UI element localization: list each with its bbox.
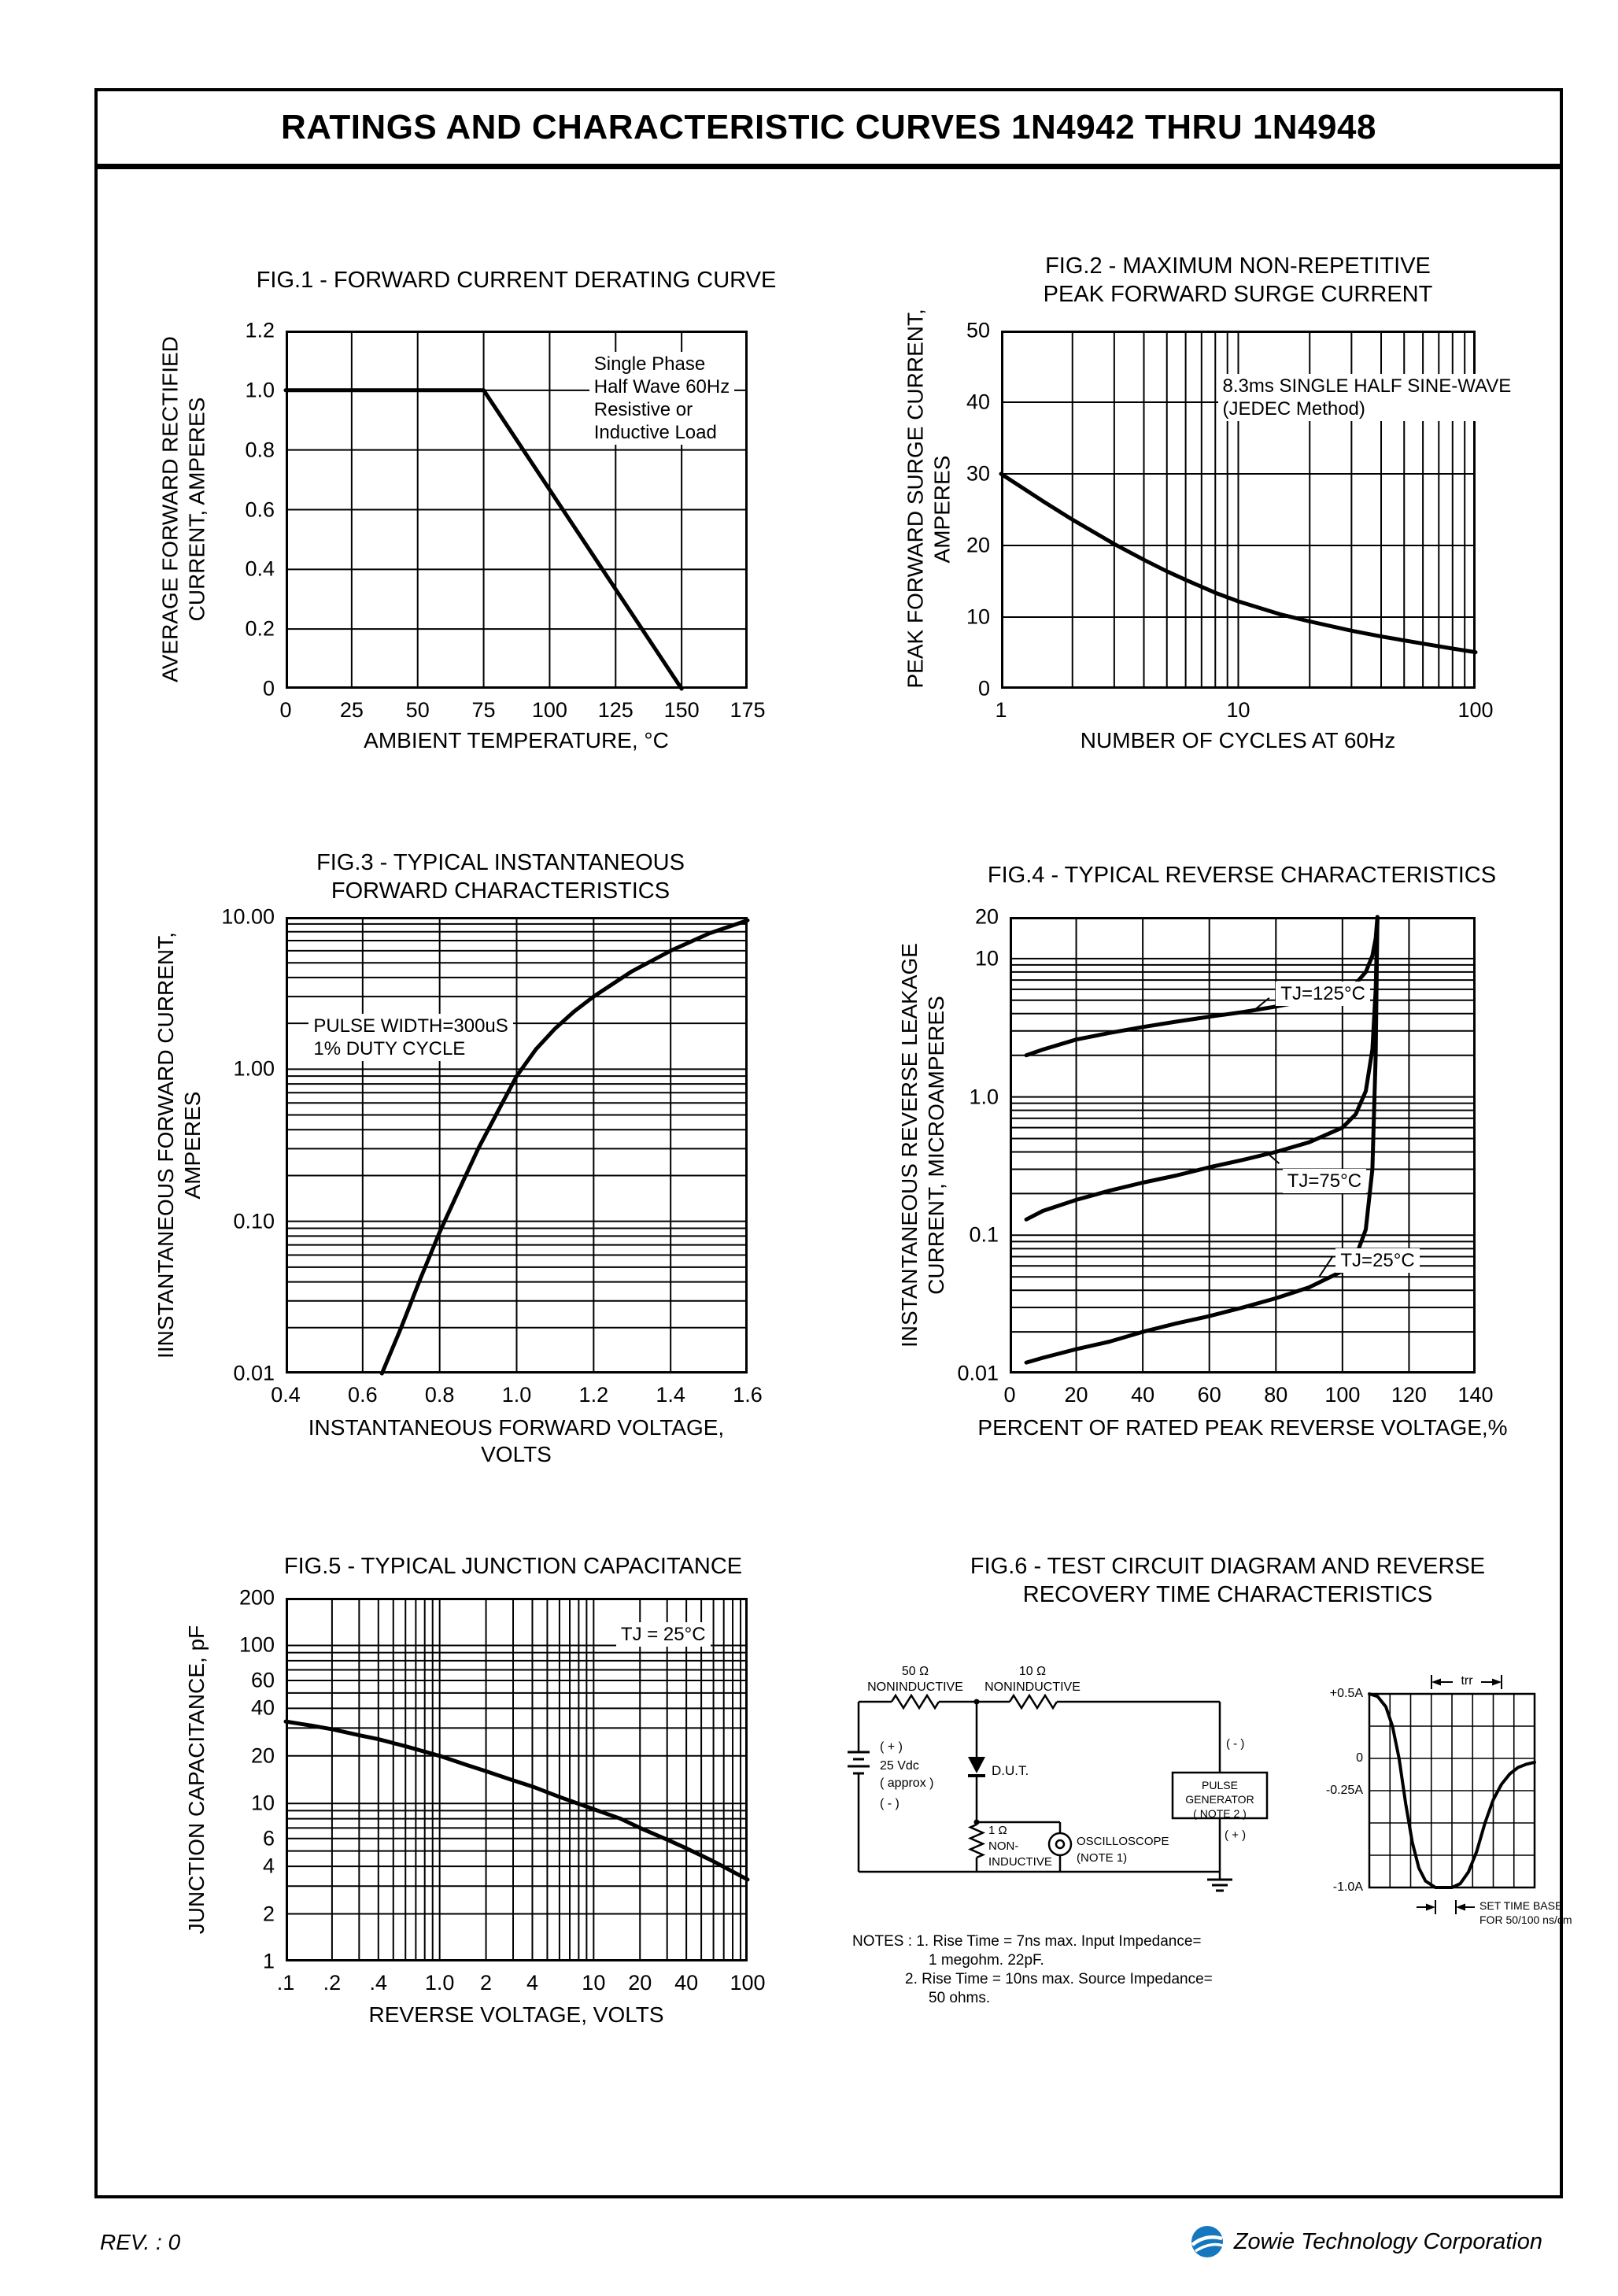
fig5-title: FIG.5 - TYPICAL JUNCTION CAPACITANCE [283, 1554, 743, 1579]
oscilloscope-symbol [1049, 1833, 1071, 1855]
fig4-y-tick-label: 20 [974, 904, 999, 929]
fig1-y-tick-label: 1.2 [245, 318, 275, 342]
fig4-y-tick-label: 0.01 [957, 1361, 999, 1385]
junction-dot [974, 1820, 980, 1825]
fig3-plot [286, 917, 748, 1374]
fig5-annotation [616, 1622, 711, 1647]
pulse-generator-label: ( NOTE 2 ) [1193, 1807, 1247, 1820]
annotation-line: PULSE WIDTH=300uS [313, 1015, 508, 1037]
fig5-y-tick-label: 1 [262, 1949, 275, 1973]
fig5-y-tick-label: 40 [250, 1695, 275, 1720]
resistor-50-label: 50 Ω [901, 1665, 929, 1678]
waveform-y-label: -1.0A [1332, 1880, 1363, 1894]
fig1-title: FIG.1 - FORWARD CURRENT DERATING CURVE [256, 268, 777, 293]
fig6-title: FIG.6 - TEST CIRCUIT DIAGRAM AND REVERSE [970, 1554, 1486, 1579]
fig5-y-axis-label-line: JUNCTION CAPACITANCE, pF [184, 1625, 209, 1935]
fig1-y-tick-label: 0.2 [245, 616, 275, 641]
fig2-y-tick-label: 0 [977, 676, 990, 701]
fig3-x-tick-label: 0.8 [424, 1383, 455, 1407]
fig3-x-axis-label: VOLTS [481, 1442, 552, 1466]
annotation-leader [1319, 1257, 1332, 1277]
fig1-y-axis-label [157, 331, 210, 689]
fig1-x-tick-label: 75 [471, 698, 496, 722]
fig3-x-tick-label: 1.0 [501, 1383, 532, 1407]
page-title: RATINGS AND CHARACTERISTIC CURVES 1N4942 THRU 1N4948 [281, 108, 1376, 146]
timebase-label: SET TIME BASE [1479, 1899, 1563, 1912]
fig3-annotation [308, 1014, 512, 1061]
fig4-y-axis-label-line: CURRENT, MICROAMPERES [924, 996, 948, 1295]
fig4-annotation [1283, 1169, 1366, 1193]
fig6-note-line: NOTES : 1. Rise Time = 7ns max. Input Impedance= [852, 1933, 1202, 1950]
fig4-annotation [1276, 982, 1370, 1006]
fig1-x-tick-label: 175 [730, 698, 766, 722]
fig4-x-axis-label: PERCENT OF RATED PEAK REVERSE VOLTAGE,% [977, 1415, 1508, 1440]
plot-border [1011, 919, 1475, 1373]
fig5-x-tick-label: 40 [674, 1971, 699, 1995]
fig2-y-tick-label: 50 [966, 318, 990, 342]
fig6-note-line: 50 ohms. [929, 1990, 991, 2006]
fig5-x-tick-label: 2 [480, 1971, 493, 1995]
trr-label: trr [1461, 1674, 1473, 1688]
fig1-y-tick-label: 0.6 [245, 497, 275, 521]
fig2-annotation [1218, 374, 1516, 421]
fig2-title: PEAK FORWARD SURGE CURRENT [1043, 282, 1433, 307]
fig1-y-tick-label: 0.8 [245, 438, 275, 462]
fig5-x-tick-label: 1.0 [424, 1971, 455, 1995]
annotation-line: TJ = 25°C [620, 1624, 706, 1646]
fig1-x-tick-label: 100 [531, 698, 567, 722]
fig3-y-axis-label-line: IINSTANTANEOUS FORWARD CURRENT, [153, 932, 178, 1359]
fig3-title: FIG.3 - TYPICAL INSTANTANEOUS [316, 850, 685, 875]
fig3-x-axis-label: INSTANTANEOUS FORWARD VOLTAGE, [308, 1415, 725, 1440]
fig4-x-tick-label: 140 [1457, 1383, 1494, 1407]
oscilloscope-label: OSCILLOSCOPE [1077, 1835, 1169, 1848]
fig3-x-tick-label: 1.2 [578, 1383, 609, 1407]
fig5-x-tick-label: .2 [323, 1971, 342, 1995]
resistor-10-symbol [1010, 1695, 1057, 1708]
junction-dot [974, 1699, 980, 1705]
trr-arrowhead-left [1431, 1679, 1441, 1686]
fig5-x-tick-label: 20 [628, 1971, 652, 1995]
fig4-y-axis-label-line: INSTANTANEOUS REVERSE LEAKAGE [897, 943, 922, 1348]
oscilloscope-label: (NOTE 1) [1077, 1851, 1128, 1865]
fig3-x-tick-label: 1.4 [656, 1383, 685, 1407]
fig5-y-tick-label: 20 [250, 1743, 275, 1768]
fig4-x-tick-label: 120 [1391, 1383, 1427, 1407]
fig5-x-tick-label: 100 [730, 1971, 766, 1995]
fig3-y-tick-label: 1.00 [233, 1056, 275, 1081]
fig5-y-tick-label: 10 [250, 1791, 275, 1815]
fig3-y-tick-label: 0.01 [233, 1361, 275, 1385]
fig4-y-tick-label: 1.0 [969, 1085, 999, 1109]
fig5-y-tick-label: 200 [238, 1585, 275, 1610]
fig3-x-tick-label: 0.6 [348, 1383, 378, 1407]
annotation-line: Single Phase [593, 353, 706, 375]
company-footer [1190, 2224, 1542, 2259]
fig2-y-axis-label [902, 309, 955, 689]
fig5-x-tick-label: .1 [276, 1971, 295, 1995]
fig4-x-tick-label: 40 [1131, 1383, 1155, 1407]
fig5-y-axis-label [183, 1598, 210, 1961]
company-name: Zowie Technology Corporation [1233, 2228, 1542, 2254]
fig5-x-tick-label: 10 [582, 1971, 606, 1995]
annotation-line: Inductive Load [593, 421, 717, 443]
fig3-x-tick-label: 1.6 [733, 1383, 763, 1407]
dut-diode-symbol [968, 1757, 985, 1773]
fig2-title: FIG.2 - MAXIMUM NON-REPETITIVE [1045, 253, 1431, 279]
fig1-x-tick-label: 50 [405, 698, 430, 722]
fig5-y-tick-label: 6 [262, 1826, 275, 1850]
timebase-label: FOR 50/100 ns/cm [1479, 1913, 1572, 1926]
fig5-y-tick-label: 100 [238, 1632, 275, 1657]
fig4-x-tick-label: 60 [1197, 1383, 1221, 1407]
fig1-y-tick-label: 0.4 [245, 556, 275, 581]
fig6-note-line: 1 megohm. 22pF. [929, 1952, 1044, 1969]
fig4-y-tick-label: 0.1 [969, 1222, 999, 1247]
annotation-line: TJ=25°C [1340, 1250, 1415, 1272]
resistor-1-label: 1 Ω [988, 1824, 1007, 1837]
fig6-title: RECOVERY TIME CHARACTERISTICS [1022, 1582, 1433, 1607]
timebase-arrowhead [1426, 1904, 1435, 1911]
annotation-line: (JEDEC Method) [1222, 397, 1365, 420]
forward-characteristic-curve [382, 920, 748, 1374]
resistor-10-label: NONINDUCTIVE [984, 1680, 1081, 1694]
pulse-generator-plus-label: ( + ) [1225, 1828, 1247, 1842]
fig1-annotation [589, 352, 735, 445]
fig2-y-axis-label-line: PEAK FORWARD SURGE CURRENT, [903, 309, 927, 689]
fig3-y-tick-label: 0.10 [233, 1209, 275, 1233]
pulse-generator-label: PULSE [1202, 1779, 1238, 1791]
pulse-generator-label: GENERATOR [1185, 1793, 1254, 1806]
annotation-line: 8.3ms SINGLE HALF SINE-WAVE [1222, 375, 1512, 397]
annotation-line: TJ=75°C [1287, 1170, 1362, 1192]
fig1-x-tick-label: 125 [597, 698, 634, 722]
fig2-x-tick-label: 10 [1226, 698, 1250, 722]
battery-label: 25 Vdc [880, 1759, 919, 1773]
fig4-title: FIG.4 - TYPICAL REVERSE CHARACTERISTICS [987, 863, 1497, 888]
fig4-annotation [1335, 1248, 1419, 1273]
waveform-y-label: -0.25A [1325, 1784, 1363, 1797]
resistor-1-label: INDUCTIVE [988, 1855, 1052, 1869]
battery-label: ( + ) [880, 1740, 903, 1754]
waveform-y-label: 0 [1356, 1751, 1363, 1765]
pulse-generator-minus-label: ( - ) [1226, 1737, 1245, 1751]
fig4-x-tick-label: 80 [1264, 1383, 1288, 1407]
annotation-line: TJ=125°C [1280, 983, 1365, 1005]
fig2-y-tick-label: 30 [966, 461, 990, 486]
fig3-y-axis-label [153, 917, 206, 1374]
fig5-x-tick-label: 4 [526, 1971, 538, 1995]
fig1-y-tick-label: 1.0 [245, 378, 275, 402]
zowie-logo-icon [1190, 2224, 1225, 2259]
fig2-y-axis-label-line: AMPERES [929, 455, 954, 564]
fig2-x-tick-label: 1 [995, 698, 1007, 722]
annotation-line: 1% DUTY CYCLE [313, 1038, 466, 1060]
fig2-x-axis-label: NUMBER OF CYCLES AT 60Hz [1080, 728, 1396, 752]
annotation-line: Resistive or [593, 398, 693, 420]
fig5-x-tick-label: .4 [369, 1971, 388, 1995]
resistor-1-label: NON- [988, 1839, 1019, 1853]
fig1-x-tick-label: 0 [279, 698, 292, 722]
timebase-arrowhead [1456, 1904, 1465, 1911]
fig4-x-tick-label: 0 [1003, 1383, 1016, 1407]
fig3-y-axis-label-line: AMPERES [180, 1091, 205, 1200]
fig3-y-tick-label: 10.00 [221, 904, 275, 929]
fig4-y-tick-label: 10 [974, 946, 999, 971]
annotation-line: Half Wave 60Hz [593, 375, 730, 397]
resistor-10-label: 10 Ω [1018, 1665, 1047, 1678]
fig2-y-tick-label: 40 [966, 390, 990, 414]
revision-label: REV. : 0 [100, 2230, 181, 2254]
fig5-y-tick-label: 4 [262, 1854, 275, 1878]
fig1-x-tick-label: 150 [663, 698, 700, 722]
fig5-y-tick-label: 60 [250, 1668, 275, 1692]
resistor-50-symbol [892, 1695, 939, 1708]
fig1-x-axis-label: AMBIENT TEMPERATURE, °C [364, 728, 669, 752]
fig5-x-axis-label: REVERSE VOLTAGE, VOLTS [368, 2002, 664, 2027]
junction-capacitance-curve [286, 1721, 748, 1880]
fig4-x-tick-label: 100 [1324, 1383, 1361, 1407]
fig4-y-axis-label [896, 917, 950, 1374]
fig1-y-axis-label-line: AVERAGE FORWARD RECTIFIED [157, 336, 182, 682]
fig3-title: FORWARD CHARACTERISTICS [331, 878, 670, 904]
fig3-x-tick-label: 0.4 [271, 1383, 301, 1407]
fig4-x-tick-label: 20 [1064, 1383, 1088, 1407]
dut-label: D.U.T. [992, 1763, 1029, 1778]
fig6-recovery-waveform [1338, 1669, 1568, 1922]
waveform-y-label: +0.5A [1329, 1687, 1363, 1700]
trr-arrowhead-right [1492, 1679, 1502, 1686]
battery-label: ( approx ) [880, 1777, 934, 1790]
fig5-plot [286, 1598, 748, 1961]
battery-label: ( - ) [880, 1797, 900, 1810]
fig2-y-tick-label: 20 [966, 533, 990, 557]
fig5-y-tick-label: 2 [262, 1902, 275, 1926]
resistor-50-label: NONINDUCTIVE [867, 1680, 963, 1694]
fig6-circuit-diagram [846, 1653, 1365, 1936]
resistor-1-symbol [970, 1825, 983, 1858]
fig2-y-tick-label: 10 [966, 605, 990, 629]
fig4-plot [1010, 917, 1476, 1374]
fig1-y-axis-label-line: CURRENT, AMPERES [184, 397, 209, 622]
fig2-x-tick-label: 100 [1457, 698, 1494, 722]
fig1-x-tick-label: 25 [339, 698, 364, 722]
fig1-y-tick-label: 0 [262, 676, 275, 701]
fig6-note-line: 2. Rise Time = 10ns max. Source Impedance= [905, 1971, 1213, 1987]
